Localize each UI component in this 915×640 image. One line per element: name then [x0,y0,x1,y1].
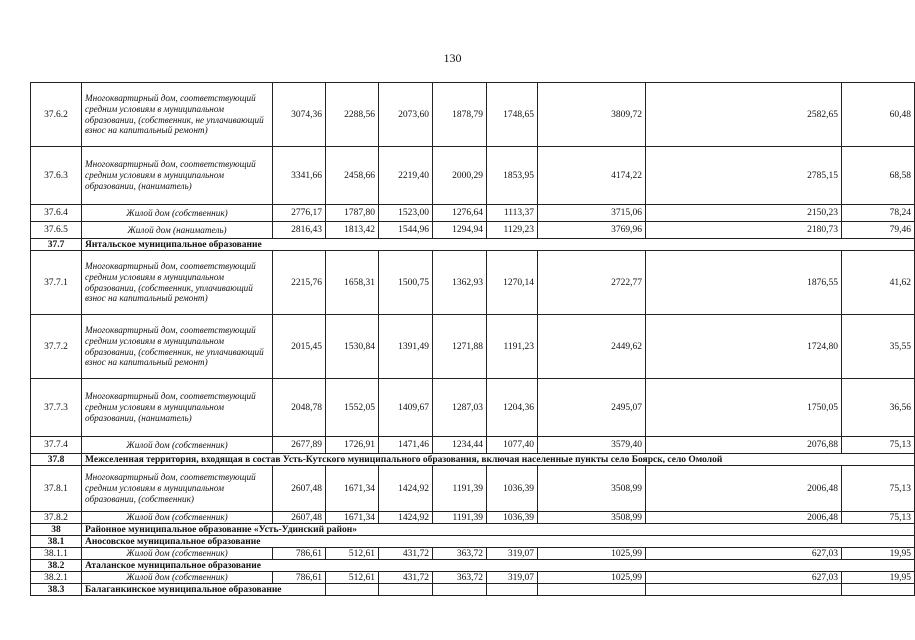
value-cell: 2582,65 [646,83,842,147]
row-description: Многоквартирный дом, соответствующий средним условиям в муниципальном образовании, (собственник, не уплачивающий взнос на капитальный ремонт) [82,315,273,379]
value-cell: 1523,00 [379,205,433,222]
value-cell: 2776,17 [273,205,326,222]
value-cell: 2000,29 [433,147,487,205]
value-cell: 19,95 [842,572,915,584]
value-cell: 1025,99 [538,548,646,560]
value-cell: 2677,89 [273,437,326,454]
value-cell: 1530,84 [326,315,379,379]
value-cell: 2215,76 [273,251,326,315]
section-code: 38 [31,524,82,536]
value-cell: 1234,44 [433,437,487,454]
page-number: 130 [443,51,462,65]
table-row [31,548,915,560]
value-cell: 75,13 [842,466,915,512]
value-cell: 1036,39 [487,466,538,512]
value-cell: 1750,05 [646,379,842,437]
value-cell: 1787,80 [326,205,379,222]
value-cell: 1748,65 [487,83,538,147]
empty-cell [487,584,538,596]
row-code: 37.8.1 [31,466,82,512]
value-cell: 78,24 [842,205,915,222]
value-cell: 2219,40 [379,147,433,205]
section-title: Межселенная территория, входящая в состав Усть-Кутского муниципального образования, включая населенные пункты село Боярск, село Омолой [82,454,915,466]
value-cell: 512,61 [326,572,379,584]
row-code: 37.6.4 [31,205,82,222]
value-cell: 2288,56 [326,83,379,147]
value-cell: 60,48 [842,83,915,147]
value-cell: 1724,80 [646,315,842,379]
value-cell: 3341,66 [273,147,326,205]
value-cell: 431,72 [379,572,433,584]
value-cell: 1362,93 [433,251,487,315]
value-cell: 1813,42 [326,222,379,239]
value-cell: 319,07 [487,548,538,560]
table-row [31,147,915,205]
section-code: 37.7 [31,239,82,251]
value-cell: 19,95 [842,548,915,560]
value-cell: 75,13 [842,512,915,524]
value-cell: 363,72 [433,548,487,560]
row-code: 37.6.5 [31,222,82,239]
value-cell: 2607,48 [273,466,326,512]
value-cell: 1876,55 [646,251,842,315]
value-cell: 1077,40 [487,437,538,454]
value-cell: 3715,06 [538,205,646,222]
section-row [31,560,915,572]
value-cell: 1287,03 [433,379,487,437]
value-cell: 2076,88 [646,437,842,454]
value-cell: 1294,94 [433,222,487,239]
value-cell: 3508,99 [538,512,646,524]
section-code: 38.2 [31,560,82,572]
row-description: Многоквартирный дом, соответствующий средним условиям в муниципальном образовании, (собственник) [82,466,273,512]
value-cell: 1471,46 [379,437,433,454]
section-row [31,239,915,251]
empty-cell [433,584,487,596]
section-title: Янтальское муниципальное образование [82,239,915,251]
value-cell: 1391,49 [379,315,433,379]
row-description: Жилой дом (собственник) [82,205,273,222]
value-cell: 1544,96 [379,222,433,239]
value-cell: 79,46 [842,222,915,239]
empty-cell [379,584,433,596]
section-title: Районное муниципальное образование «Усть-Удинский район» [82,524,915,536]
value-cell: 36,56 [842,379,915,437]
value-cell: 3074,36 [273,83,326,147]
section-row [31,536,915,548]
value-cell: 2495,07 [538,379,646,437]
table-row [31,205,915,222]
row-code: 37.8.2 [31,512,82,524]
row-code: 37.6.2 [31,83,82,147]
value-cell: 512,61 [326,548,379,560]
value-cell: 2722,77 [538,251,646,315]
section-title: Балаганкинское муниципальное образование [82,584,326,596]
value-cell: 1424,92 [379,466,433,512]
empty-cell [326,584,379,596]
section-row [31,584,915,596]
table-row [31,315,915,379]
value-cell: 1853,95 [487,147,538,205]
value-cell: 627,03 [646,548,842,560]
table-row [31,466,915,512]
value-cell: 2458,66 [326,147,379,205]
value-cell: 1025,99 [538,572,646,584]
value-cell: 319,07 [487,572,538,584]
value-cell: 2785,15 [646,147,842,205]
section-title: Аталанское муниципальное образование [82,560,915,572]
value-cell: 1191,23 [487,315,538,379]
value-cell: 3809,72 [538,83,646,147]
row-description: Многоквартирный дом, соответствующий средним условиям в муниципальном образовании, (наниматель) [82,379,273,437]
value-cell: 1276,64 [433,205,487,222]
section-code: 38.3 [31,584,82,596]
value-cell: 2449,62 [538,315,646,379]
row-code: 37.7.1 [31,251,82,315]
value-cell: 1270,14 [487,251,538,315]
table-row [31,512,915,524]
row-description: Многоквартирный дом, соответствующий средним условиям в муниципальном образовании, (собственник, не уплачивающий взнос на капитальный ремонт) [82,83,273,147]
value-cell: 1658,31 [326,251,379,315]
section-code: 38.1 [31,536,82,548]
value-cell: 1552,05 [326,379,379,437]
value-cell: 2150,23 [646,205,842,222]
value-cell: 3508,99 [538,466,646,512]
value-cell: 2607,48 [273,512,326,524]
value-cell: 363,72 [433,572,487,584]
value-cell: 786,61 [273,548,326,560]
table-row [31,83,915,147]
row-code: 37.7.2 [31,315,82,379]
value-cell: 1204,36 [487,379,538,437]
section-row [31,524,915,536]
value-cell: 1671,34 [326,512,379,524]
row-code: 37.7.3 [31,379,82,437]
value-cell: 2048,78 [273,379,326,437]
value-cell: 2073,60 [379,83,433,147]
value-cell: 1671,34 [326,466,379,512]
value-cell: 41,62 [842,251,915,315]
row-description: Жилой дом (собственник) [82,512,273,524]
value-cell: 1726,91 [326,437,379,454]
value-cell: 1424,92 [379,512,433,524]
row-description: Жилой дом (собственник) [82,572,273,584]
value-cell: 2015,45 [273,315,326,379]
row-code: 38.2.1 [31,572,82,584]
value-cell: 1191,39 [433,512,487,524]
section-row [31,454,915,466]
table-row [31,437,915,454]
value-cell: 1036,39 [487,512,538,524]
empty-cell [646,584,842,596]
row-description: Жилой дом (собственник) [82,548,273,560]
value-cell: 627,03 [646,572,842,584]
row-description: Многоквартирный дом, соответствующий средним условиям в муниципальном образовании, (наниматель) [82,147,273,205]
table-row [31,572,915,584]
row-code: 37.6.3 [31,147,82,205]
value-cell: 3579,40 [538,437,646,454]
value-cell: 68,58 [842,147,915,205]
value-cell: 431,72 [379,548,433,560]
table-row [31,222,915,239]
row-code: 37.7.4 [31,437,82,454]
row-code: 38.1.1 [31,548,82,560]
value-cell: 1271,88 [433,315,487,379]
value-cell: 2180,73 [646,222,842,239]
section-title: Аносовское муниципальное образование [82,536,915,548]
value-cell: 2006,48 [646,512,842,524]
value-cell: 1500,75 [379,251,433,315]
value-cell: 2816,43 [273,222,326,239]
value-cell: 75,13 [842,437,915,454]
value-cell: 4174,22 [538,147,646,205]
empty-cell [842,584,915,596]
value-cell: 1878,79 [433,83,487,147]
value-cell: 1113,37 [487,205,538,222]
table-row [31,251,915,315]
value-cell: 1409,67 [379,379,433,437]
section-code: 37.8 [31,454,82,466]
value-cell: 3769,96 [538,222,646,239]
value-cell: 1129,23 [487,222,538,239]
row-description: Многоквартирный дом, соответствующий средним условиям в муниципальном образовании, (собственник, уплачивающий взнос на капитальный ремонт) [82,251,273,315]
tariff-table [30,82,915,596]
value-cell: 35,55 [842,315,915,379]
value-cell: 786,61 [273,572,326,584]
value-cell: 1191,39 [433,466,487,512]
row-description: Жилой дом (собственник) [82,437,273,454]
row-description: Жилой дом (наниматель) [82,222,273,239]
table-row [31,379,915,437]
empty-cell [538,584,646,596]
value-cell: 2006,48 [646,466,842,512]
